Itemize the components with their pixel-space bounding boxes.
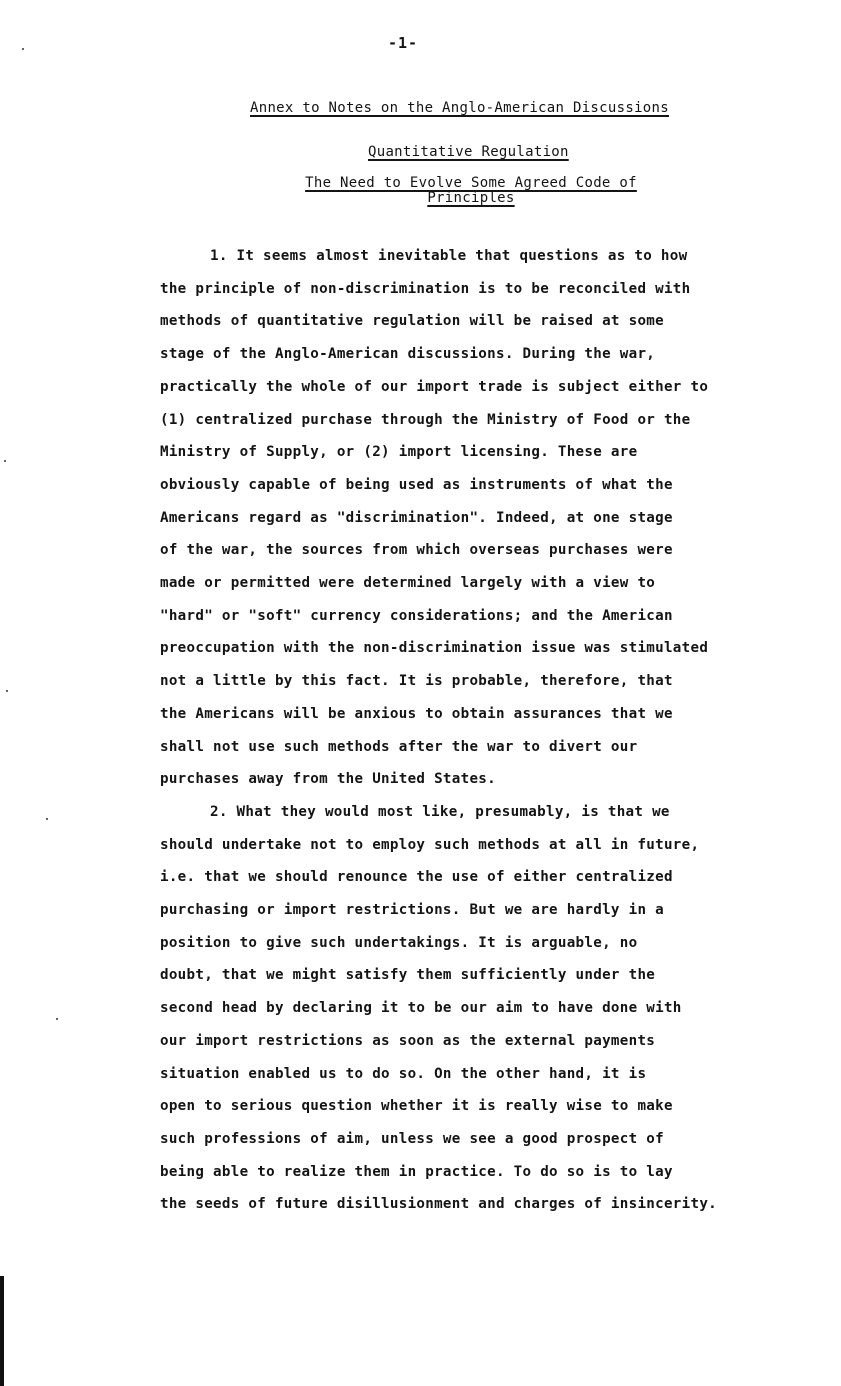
body-line: such professions of aim, unless we see a good prospect of — [160, 1131, 664, 1147]
body-line: 2. What they would most like, presumably, is that we — [210, 804, 670, 820]
body-line: preoccupation with the non-discrimination issue was stimulated — [160, 640, 709, 656]
body-line: 1. It seems almost inevitable that questions as to how — [210, 248, 688, 264]
body-line: of the war, the sources from which overseas purchases were — [160, 542, 673, 558]
body-line: position to give such undertakings. It is arguable, no — [160, 935, 638, 951]
body-line: situation enabled us to do so. On the other hand, it is — [160, 1066, 647, 1082]
body-line: obviously capable of being used as instruments of what the — [160, 477, 673, 493]
subtitle-heading: The Need to Evolve Some Agreed Code of Principles — [305, 175, 637, 206]
body-line: not a little by this fact. It is probable, therefore, that — [160, 673, 673, 689]
body-line: Americans regard as "discrimination". Indeed, at one stage — [160, 510, 673, 526]
body-line: the principle of non-discrimination is to be reconciled with — [160, 281, 691, 297]
scan-speck — [22, 48, 24, 50]
body-line: methods of quantitative regulation will be raised at some — [160, 313, 664, 329]
scan-speck — [46, 818, 48, 820]
body-line: purchases away from the United States. — [160, 771, 496, 787]
scan-margin-mark — [0, 1276, 4, 1386]
body-line: stage of the Anglo-American discussions. During the war, — [160, 346, 656, 362]
body-line: purchasing or import restrictions. But we are hardly in a — [160, 902, 664, 918]
body-line: the seeds of future disillusionment and charges of insincerity. — [160, 1196, 718, 1212]
body-line: i.e. that we should renounce the use of either centralized — [160, 869, 673, 885]
body-line: "hard" or "soft" currency considerations; and the American — [160, 608, 673, 624]
section-heading: Quantitative Regulation — [368, 144, 569, 160]
body-line: the Americans will be anxious to obtain assurances that we — [160, 706, 673, 722]
body-line: open to serious question whether it is really wise to make — [160, 1098, 673, 1114]
scan-speck — [4, 460, 6, 462]
page-number: -1- — [388, 34, 419, 52]
body-line: practically the whole of our import trade is subject either to — [160, 379, 709, 395]
body-line: doubt, that we might satisfy them sufficiently under the — [160, 967, 656, 983]
body-line: being able to realize them in practice. To do so is to lay — [160, 1164, 673, 1180]
body-line: (1) centralized purchase through the Ministry of Food or the — [160, 412, 691, 428]
scan-speck — [6, 690, 8, 692]
scan-speck — [56, 1018, 58, 1020]
body-line: our import restrictions as soon as the external payments — [160, 1033, 656, 1049]
annex-heading: Annex to Notes on the Anglo-American Discussions — [250, 100, 669, 116]
body-line: made or permitted were determined largely with a view to — [160, 575, 656, 591]
body-line: Ministry of Supply, or (2) import licensing. These are — [160, 444, 638, 460]
body-line: should undertake not to employ such methods at all in future, — [160, 837, 700, 853]
body-line: second head by declaring it to be our aim to have done with — [160, 1000, 682, 1016]
body-line: shall not use such methods after the war to divert our — [160, 739, 638, 755]
